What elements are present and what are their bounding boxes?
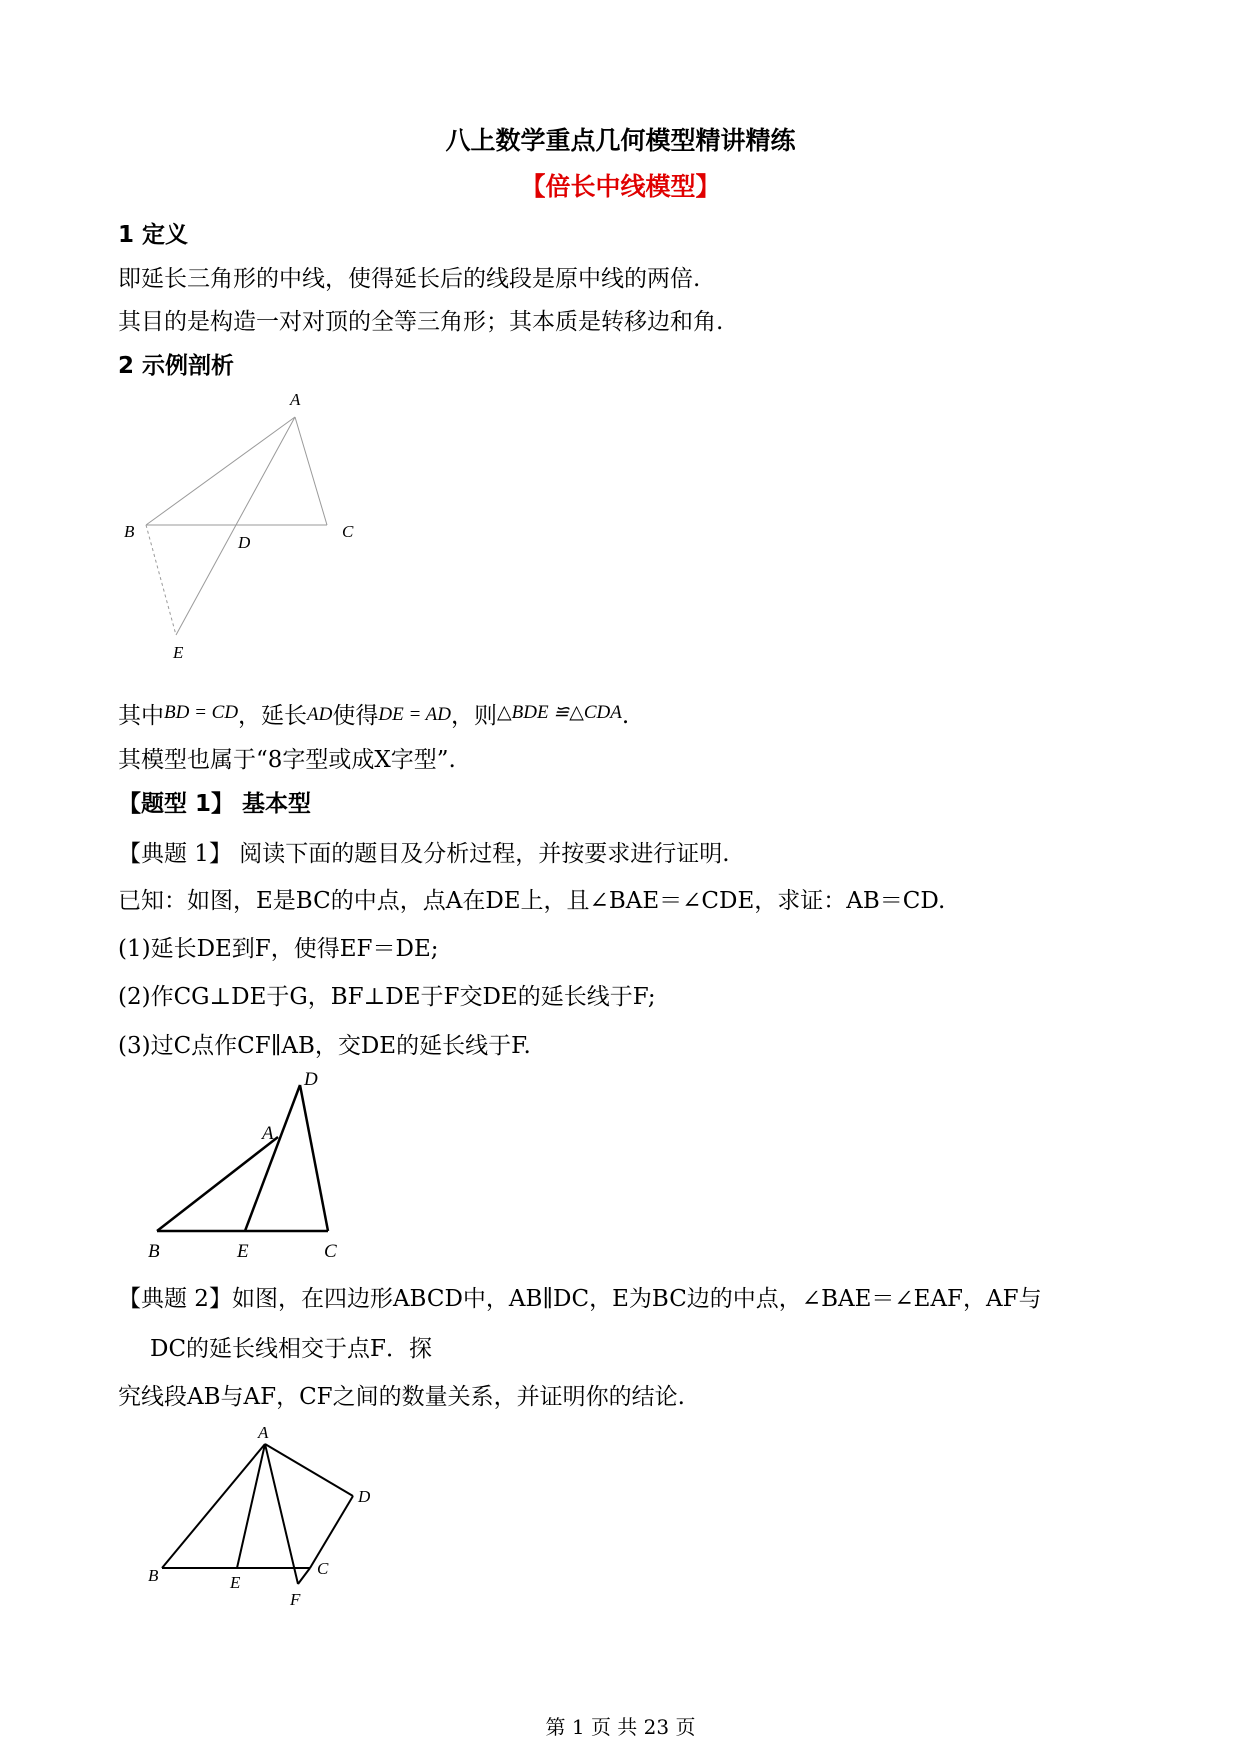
example-heading: 2 示例剖析 bbox=[118, 353, 235, 379]
median-doubling-figure bbox=[110, 385, 370, 670]
example2-line-3: 究线段AB与AF，CF之间的数量关系，并证明你的结论. bbox=[118, 1384, 685, 1410]
label-a: A bbox=[290, 390, 301, 409]
example1-step2: (2)作CG⊥DE于G，BF⊥DE于F交DE的延长线于F; bbox=[118, 984, 656, 1010]
example1-step1: (1)延长DE到F，使得EF＝DE; bbox=[118, 936, 439, 962]
type1-heading: 【题型 1】 基本型 bbox=[118, 791, 312, 817]
page-footer: 第 1 页 共 23 页 bbox=[545, 1715, 696, 1739]
example1-known: 已知：如图，E是BC的中点，点A在DE上，且∠BAE＝∠CDE，求证：AB＝CD. bbox=[118, 888, 946, 914]
segment-dc bbox=[310, 1496, 353, 1568]
segment-ac bbox=[295, 417, 327, 525]
label-d: D bbox=[238, 533, 251, 552]
label-b: B bbox=[148, 1566, 159, 1585]
segment-ae bbox=[237, 1444, 265, 1568]
example-explanation: 其中$^{BD = CD}$，延长AD使得DE = AD，则$^{\triangle BDE ≌\triangle CDA}$. bbox=[118, 702, 630, 729]
segment-cf bbox=[298, 1568, 310, 1584]
segment-af bbox=[265, 1444, 298, 1584]
label-c: C bbox=[317, 1559, 329, 1578]
page-title: 八上数学重点几何模型精讲精练 bbox=[445, 126, 796, 155]
definition-line-1: 即延长三角形的中线，使得延长后的线段是原中线的两倍. bbox=[118, 266, 701, 292]
label-f: F bbox=[290, 1590, 301, 1609]
segment-be bbox=[146, 525, 176, 635]
label-b: B bbox=[124, 522, 135, 541]
example1-step3: (3)过C点作CF∥AB，交DE的延长线于F. bbox=[118, 1033, 531, 1059]
label-d: D bbox=[358, 1487, 371, 1506]
example1-title: 【典题 1】 阅读下面的题目及分析过程，并按要求进行证明. bbox=[118, 841, 730, 867]
segment-de bbox=[176, 525, 236, 635]
label-a: A bbox=[262, 1123, 274, 1144]
label-c: C bbox=[324, 1241, 337, 1262]
definition-line-2: 其目的是构造一对对顶的全等三角形；其本质是转移边和角. bbox=[118, 309, 724, 335]
page-subtitle: 【倍长中线模型】 bbox=[520, 172, 721, 201]
label-e: E bbox=[173, 643, 184, 662]
label-e: E bbox=[237, 1241, 249, 1262]
example2-line-2: DC的延长线相交于点F．探 bbox=[150, 1336, 432, 1362]
label-e: E bbox=[230, 1573, 241, 1592]
segment-ad bbox=[265, 1444, 353, 1496]
segment-dc bbox=[300, 1085, 328, 1231]
label-c: C bbox=[342, 522, 354, 541]
model-type-note: 其模型也属于“8字型或成X字型”. bbox=[118, 747, 456, 773]
definition-heading: 1 定义 bbox=[118, 222, 189, 248]
example2-line-1: 【典题 2】如图，在四边形ABCD中，AB∥DC，E为BC边的中点，∠BAE＝∠EAF，AF与 bbox=[118, 1286, 1042, 1312]
example2-figure bbox=[130, 1418, 390, 1623]
label-d: D bbox=[304, 1069, 318, 1090]
label-b: B bbox=[148, 1241, 160, 1262]
segment-ed bbox=[245, 1085, 300, 1231]
segment-ba bbox=[157, 1137, 278, 1231]
example1-figure bbox=[130, 1065, 360, 1265]
segment-ad bbox=[236, 417, 295, 525]
segment-ab bbox=[162, 1444, 265, 1568]
segment-ab bbox=[146, 417, 295, 525]
label-a: A bbox=[258, 1423, 269, 1442]
